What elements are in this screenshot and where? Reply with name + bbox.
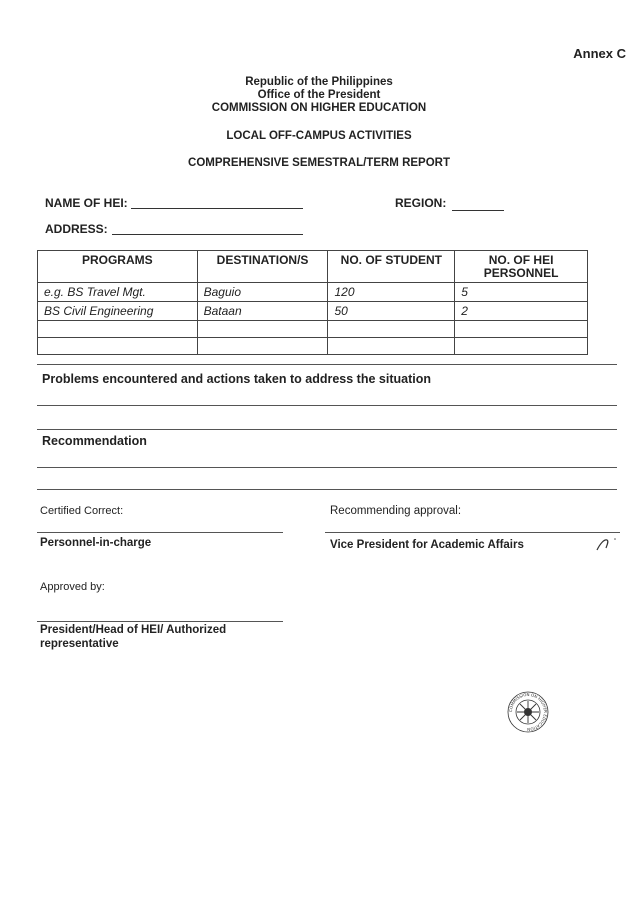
seal-text: COMMISSION ON HIGHER EDUCATION bbox=[507, 691, 549, 733]
col-header-destinations: DESTINATION/S bbox=[197, 251, 328, 283]
table-row bbox=[38, 283, 588, 302]
problems-section-title: Problems encountered and actions taken to address the situation bbox=[42, 372, 431, 386]
ched-seal-icon bbox=[507, 691, 549, 733]
table-row-empty bbox=[38, 338, 588, 355]
region-line[interactable] bbox=[452, 209, 504, 211]
recommendation-line-2[interactable] bbox=[37, 489, 617, 490]
table-row bbox=[38, 302, 588, 321]
address-line[interactable] bbox=[112, 233, 303, 235]
col-header-students: NO. OF STUDENT bbox=[328, 251, 455, 283]
certified-correct-label: Certified Correct: bbox=[40, 505, 124, 517]
recommendation-line-1[interactable] bbox=[37, 467, 617, 468]
approved-by-label: Approved by: bbox=[40, 581, 105, 593]
header-report-title: COMPREHENSIVE SEMESTRAL/TERM REPORT bbox=[188, 157, 450, 169]
table-header-row bbox=[38, 251, 588, 283]
vp-academic-affairs-label: Vice President for Academic Affairs bbox=[330, 539, 524, 551]
table-cell-empty[interactable] bbox=[455, 321, 588, 338]
table-cell-empty[interactable] bbox=[38, 321, 198, 338]
table-row-empty bbox=[38, 321, 588, 338]
president-label: President/Head of HEI/ Authorized representative bbox=[40, 624, 227, 650]
header-office: Office of the President bbox=[257, 89, 381, 101]
col-header-personnel: NO. OF HEI PERSONNEL bbox=[455, 251, 588, 283]
activities-table bbox=[37, 250, 588, 355]
annex-label: Annex C bbox=[573, 46, 626, 61]
table-cell-empty[interactable] bbox=[328, 338, 455, 355]
table-cell: Bataan bbox=[197, 302, 328, 321]
personnel-signature-line[interactable] bbox=[37, 532, 283, 533]
col-header-programs: PROGRAMS bbox=[38, 251, 198, 283]
table-cell-empty[interactable] bbox=[455, 338, 588, 355]
personnel-in-charge-label: Personnel-in-charge bbox=[40, 537, 152, 549]
region-label: REGION: bbox=[395, 196, 447, 210]
table-cell: 2 bbox=[455, 302, 588, 321]
table-cell: 5 bbox=[455, 283, 588, 302]
recommending-approval-label: Recommending approval: bbox=[330, 505, 462, 517]
vp-signature-line[interactable] bbox=[325, 532, 620, 533]
table-cell: 120 bbox=[328, 283, 455, 302]
address-label: ADDRESS: bbox=[45, 222, 108, 236]
table-cell-empty[interactable] bbox=[38, 338, 198, 355]
name-of-hei-line[interactable] bbox=[131, 207, 303, 209]
header-commission: COMMISSION ON HIGHER EDUCATION bbox=[211, 102, 427, 114]
initial-mark-icon bbox=[594, 536, 620, 552]
table-cell-empty[interactable] bbox=[197, 338, 328, 355]
table-cell: e.g. BS Travel Mgt. bbox=[38, 283, 198, 302]
recommendation-section-title: Recommendation bbox=[42, 434, 147, 448]
divider-line bbox=[37, 364, 617, 365]
president-signature-line[interactable] bbox=[37, 621, 283, 622]
table-cell-empty[interactable] bbox=[328, 321, 455, 338]
header-republic: Republic of the Philippines bbox=[245, 76, 393, 88]
name-of-hei-label: NAME OF HEI: bbox=[45, 196, 128, 210]
table-cell: BS Civil Engineering bbox=[38, 302, 198, 321]
table-cell: Baguio bbox=[197, 283, 328, 302]
header-subtitle: LOCAL OFF-CAMPUS ACTIVITIES bbox=[226, 130, 412, 142]
problems-line-2[interactable] bbox=[37, 429, 617, 430]
table-cell-empty[interactable] bbox=[197, 321, 328, 338]
table-cell: 50 bbox=[328, 302, 455, 321]
problems-line-1[interactable] bbox=[37, 405, 617, 406]
